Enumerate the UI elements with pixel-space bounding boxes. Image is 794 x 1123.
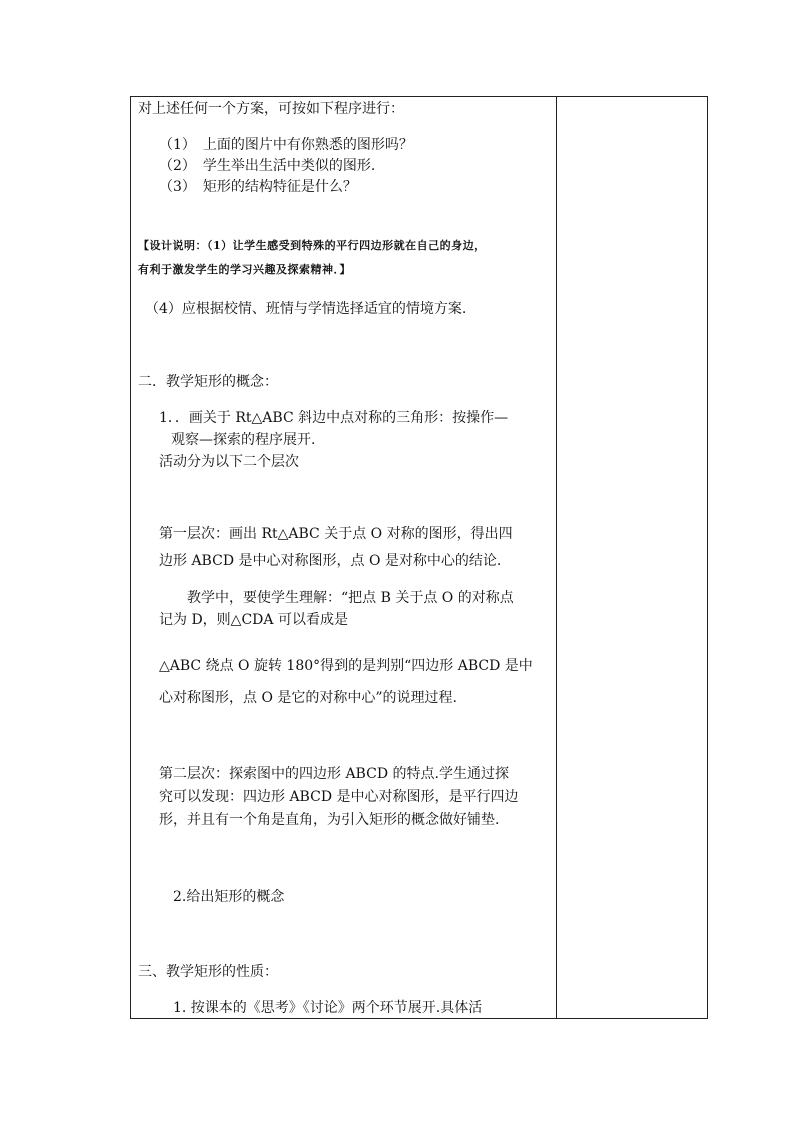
rotate-line2: 心对称图形，点 O 是它的对称中心”的说理过程.: [159, 690, 457, 706]
teach-line2: 记为 D，则△CDA 可以看成是: [159, 612, 348, 628]
level2-line2: 究可以发现：四边形 ABCD 是中心对称图形，是平行四边: [159, 789, 519, 805]
teach-line1: 教学中，要使学生理解：“把点 B 关于点 O 的对称点: [187, 590, 514, 606]
section-3-title: 三、教学矩形的性质：: [138, 964, 278, 980]
content-cell: [131, 97, 556, 1018]
s2-item1-line1: 1．．画关于 Rt△ABC 斜边中点对称的三角形：按操作—: [159, 410, 509, 426]
design-note-line2: 有利于激发学生的学习兴趣及探索精神．】: [138, 263, 351, 276]
section-2-title: 二．教学矩形的概念：: [138, 374, 278, 390]
s2-levels: 活动分为以下二个层次: [159, 454, 299, 470]
intro-text: 对上述任何一个方案，可按如下程序进行：: [138, 101, 404, 117]
design-note-line1: 【设计说明：（1）让学生感受到特殊的平行四边形就在自己的身边，: [138, 239, 486, 252]
step-3: （3） 矩形的结构特征是什么？: [159, 179, 357, 195]
s2-item2: 2.给出矩形的概念: [173, 889, 285, 905]
step-2: （2） 学生举出生活中类似的图形.: [159, 158, 376, 174]
level1-line1: 第一层次：画出 Rt△ABC 关于点 O 对称的图形，得出四: [159, 526, 513, 542]
column-divider: [556, 97, 557, 1018]
level1-line2: 边形 ABCD 是中心对称图形，点 O 是对称中心的结论.: [159, 553, 502, 569]
lesson-table: [130, 96, 708, 1019]
step-1: （1） 上面的图片中有你熟悉的图形吗？: [159, 137, 413, 153]
s2-item1-line2: 观察—探索的程序展开.: [171, 432, 316, 448]
level2-line1: 第二层次：探索图中的四边形 ABCD 的特点.学生通过探: [159, 766, 509, 782]
level2-line3: 形，并且有一个角是直角，为引入矩形的概念做好铺垫.: [159, 812, 500, 828]
step-4: （4）应根据校情、班情与学情选择适宜的情境方案.: [145, 301, 467, 317]
rotate-line1: △ABC 绕点 O 旋转 180°得到的是判别“四边形 ABCD 是中: [159, 658, 533, 674]
s3-item1: 1. 按课本的《思考》《讨论》两个环节展开.具体活: [173, 1000, 483, 1016]
